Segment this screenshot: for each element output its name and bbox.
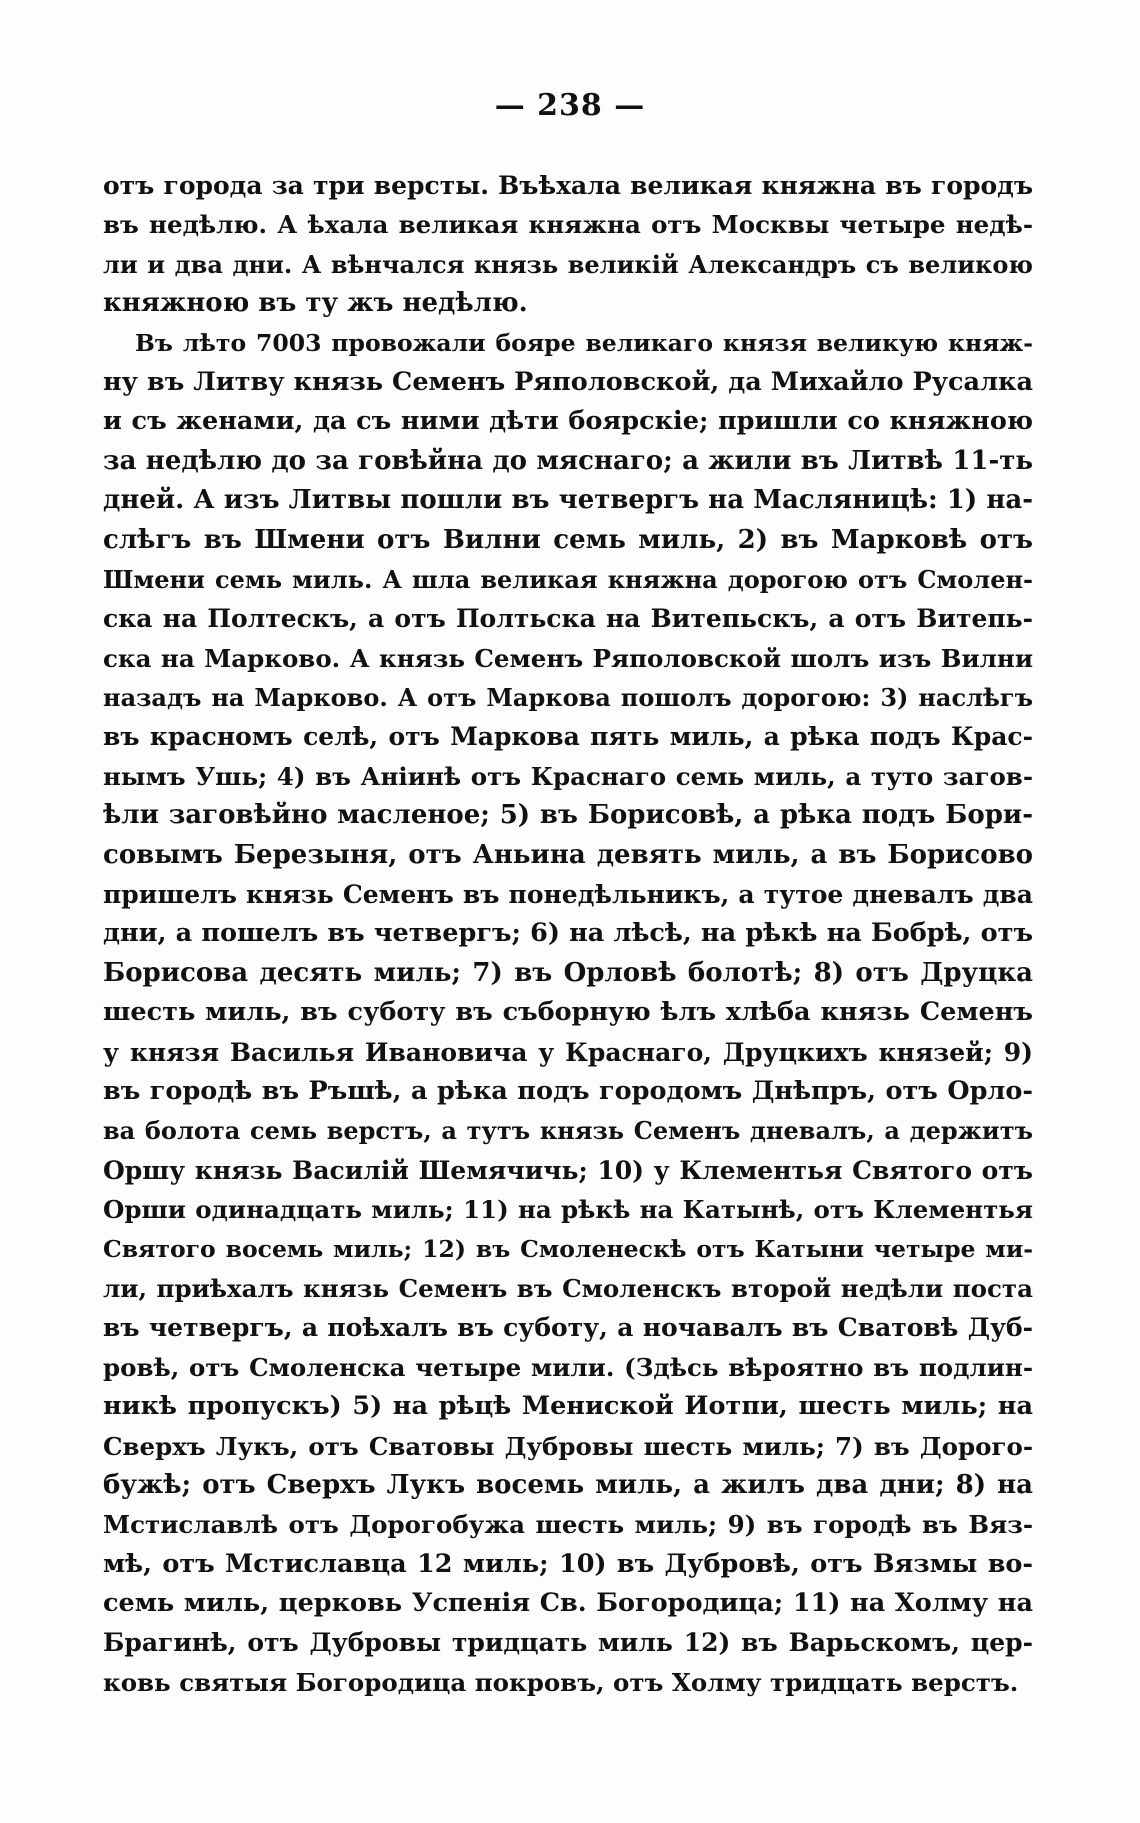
text-line: за недѣлю до за говѣйна до мяснаго; а жили въ Литвѣ 11-ть [103,445,1033,476]
text-line: ну въ Литву князь Семенъ Ряполовской, да Михайло Русалка [103,366,1033,397]
text-line: и съ женами, да съ ними дѣти боярскіе; пришли со княжною [103,406,1033,437]
text-line: ли и два дни. А вѣнчался князь великій Александръ съ великою [103,249,1033,279]
text-line: Орши одинадцать миль; 11) на рѣкѣ на Катынѣ, отъ Клементья [103,1195,1033,1225]
text-line: назадъ на Марково. А отъ Маркова пошолъ дорогою: 3) наслѣгъ [103,683,1033,713]
text-line: ровѣ, отъ Смоленска четыре мили. (Здѣсь вѣроятно въ подлин- [103,1352,1033,1382]
text-line: никѣ пропускъ) 5) на рѣцѣ Мениской Иотпи, шесть миль; на [103,1391,1033,1422]
page-body-text [103,166,1033,1702]
text-line: мѣ, отъ Мстиславца 12 миль; 10) въ Дубровѣ, отъ Вязмы во- [103,1548,1033,1579]
text-line: ли, приѣхалъ князь Семенъ въ Смоленскъ второй недѣли поста [103,1273,1033,1303]
text-line: семь миль, церковь Успенія Св. Богородица; 11) на Холму на [103,1588,1033,1619]
text-line: въ недѣлю. А ѣхала великая княжна отъ Москвы четыре недѣ- [103,210,1033,240]
text-line: Святого восемь миль; 12) въ Смоленескѣ отъ Катыни четыре ми- [103,1234,1033,1263]
text-line: княжною въ ту жъ недѣлю. [103,288,528,319]
text-line: у князя Василья Ивановича у Краснаго, Друцкихъ князей; 9) [103,1037,1033,1067]
text-line: въ красномъ селѣ, отъ Маркова пять миль, а рѣка подъ Крас- [103,722,1033,752]
text-line: нымъ Ушь; 4) въ Аніинѣ отъ Краснаго семь миль, а туто загов- [103,761,1033,791]
text-line: дней. А изъ Литвы пошли въ четвергъ на Масляницѣ: 1) на- [103,485,1033,516]
text-line: шесть миль, въ суботу въ съборную ѣлъ хлѣба князь Семенъ [103,997,1033,1028]
text-line: слѣгъ въ Шмени отъ Вилни семь миль, 2) въ Марковѣ отъ [103,524,1033,555]
text-line: ска на Марково. А князь Семенъ Ряполовской шолъ изъ Вилни [103,643,1033,673]
text-line: ва болота семь верстъ, а тутъ князь Семенъ дневалъ, а держитъ [103,1116,1033,1146]
page-number: — 238 — [494,88,646,123]
text-line: Оршу князь Василій Шемячичь; 10) у Клементья Святого отъ [103,1155,1033,1185]
text-line: совымъ Березыня, отъ Аньина девять миль, а въ Борисово [103,839,1033,870]
text-line: Борисова десять миль; 7) въ Орловѣ болотѣ; 8) отъ Друцка [103,957,1033,988]
text-line: Сверхъ Лукъ, отъ Сватовы Дубровы шесть миль; 7) въ Дорого- [103,1431,1033,1461]
text-line: бужѣ; отъ Сверхъ Лукъ восемь миль, а жилъ два дни; 8) на [103,1469,1033,1500]
text-line: ска на Полтескъ, а отъ Полтьска на Витепьскъ, а отъ Витепь- [103,604,1033,634]
text-line: ѣли заговѣйно масленое; 5) въ Борисовѣ, а рѣка подъ Бори- [103,800,1033,831]
text-line: Мстиславлѣ отъ Дорогобужа шесть миль; 9) въ городѣ въ Вяз- [103,1510,1033,1540]
text-line: отъ города за три версты. Въѣхала великая княжна въ городъ [103,171,1033,200]
text-line: Въ лѣто 7003 провожали бояре великаго князя великую княж- [135,328,1033,357]
text-line: въ четвергъ, а поѣхалъ въ суботу, а ночавалъ въ Сватовѣ Дуб- [103,1313,1033,1343]
text-line: въ городѣ въ Ръшѣ, а рѣка подъ городомъ Днѣпръ, отъ Орло- [103,1075,1033,1106]
text-line: Шмени семь миль. А шла великая княжна дорогою отъ Смолен- [103,564,1033,594]
text-line: дни, а пошелъ въ четвергъ; 6) на лѣсѣ, на рѣкѣ на Бобрѣ, отъ [103,918,1033,949]
text-line: пришелъ князь Семенъ въ понедѣльникъ, а тутое дневалъ два [103,880,1033,910]
text-line: ковь святыя Богородица покровъ, отъ Холму тридцать верстъ. [103,1667,1019,1697]
text-line: Брагинѣ, отъ Дубровы тридцать миль 12) въ Варьскомъ, цер- [103,1628,1033,1658]
